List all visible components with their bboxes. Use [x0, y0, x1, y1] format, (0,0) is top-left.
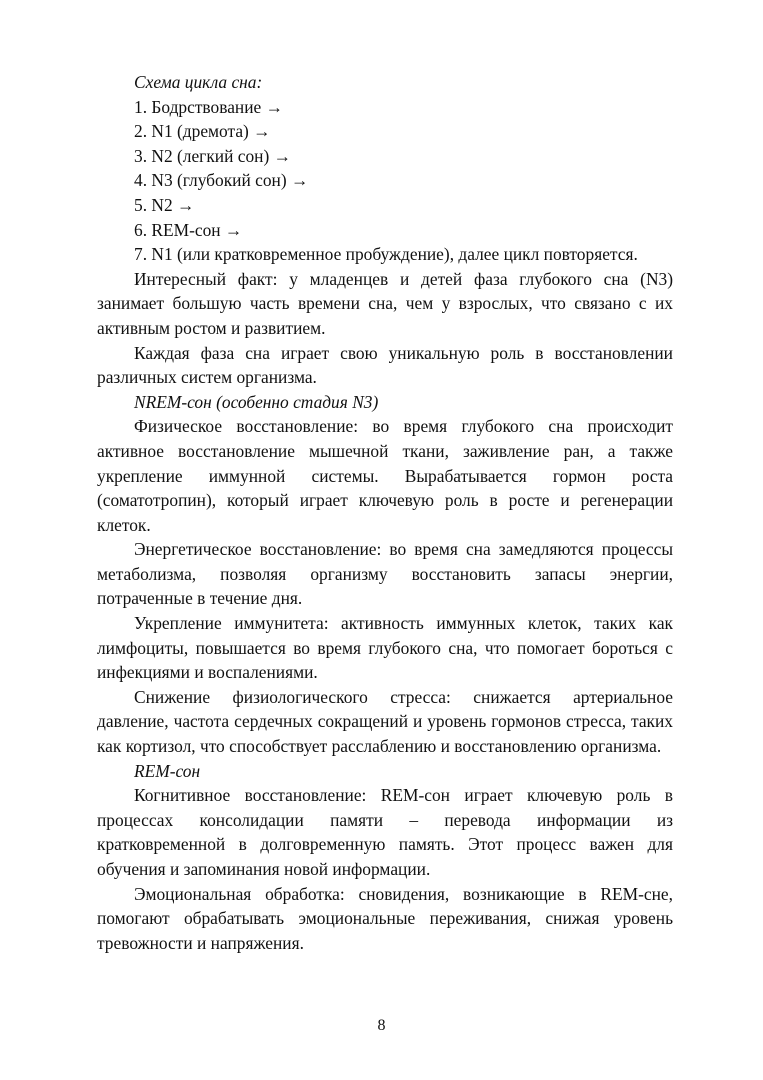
fact-paragraph: Интересный факт: у младенцев и детей фаза глубокого сна (N3) занимает большую часть времени сна, чем у взрослых, что связано с их активным ростом и развитием. — [97, 268, 673, 338]
cycle-step-1: 1. Бодрствование → — [134, 96, 283, 117]
cycle-step-5: 5. N2 → — [134, 194, 195, 215]
sleep-cycle-heading: Схема цикла сна: — [134, 72, 263, 92]
cycle-step-3: 3. N2 (легкий сон) → — [134, 145, 291, 166]
nrem-heading: NREM-сон (особенно стадия N3) — [134, 391, 379, 412]
immunity-paragraph: Укрепление иммунитета: активность иммунных клеток, таких как лимфоциты, повышается во время глубокого сна, что помогает бороться с инфекциями и воспалениями. — [97, 613, 673, 683]
cycle-step-2: 2. N1 (дремота) → — [134, 121, 271, 142]
rem-heading: REM-сон — [134, 760, 201, 781]
energy-recovery-paragraph: Энергетическое восстановление: во время сна замедляются процессы метаболизма, позволяя организму восстановить запасы энергии, потраченные в течение дня. — [97, 539, 673, 609]
page-body — [97, 70, 673, 955]
role-paragraph: Каждая фаза сна играет свою уникальную роль в восстановлении различных систем организма. — [97, 342, 673, 388]
cognitive-recovery-paragraph: Когнитивное восстановление: REM-сон играет ключевую роль в процессах консолидации памяти – перевода информации из кратковременной в долговременную память. Этот процесс важен для обучения и запоминания новой информации. — [97, 785, 673, 879]
stress-reduction-paragraph: Снижение физиологического стресса: снижается артериальное давление, частота сердечных сокращений и уровень гормонов стресса, таких как кортизол, что способствует расслаблению и восстановлению организма. — [97, 686, 673, 757]
emotional-processing-paragraph: Эмоциональная обработка: сновидения, возникающие в REM-сне, помогают обрабатывать эмоциональные переживания, снижая уровень тревожности и напряжения. — [97, 883, 673, 953]
physical-recovery-paragraph: Физическое восстановление: во время глубокого сна происходит активное восстановление мышечной ткани, заживление ран, а также укрепление иммунной системы. Вырабатывается гормон роста (соматотропин), который играет ключевую роль в росте и регенерации клеток. — [97, 416, 673, 535]
page-number: 8 — [377, 1017, 386, 1034]
cycle-step-7: 7. N1 (или кратковременное пробуждение), далее цикл повторяется. — [134, 244, 638, 265]
cycle-step-6: 6. REM-сон → — [134, 219, 243, 240]
cycle-step-4: 4. N3 (глубокий сон) → — [134, 170, 309, 191]
